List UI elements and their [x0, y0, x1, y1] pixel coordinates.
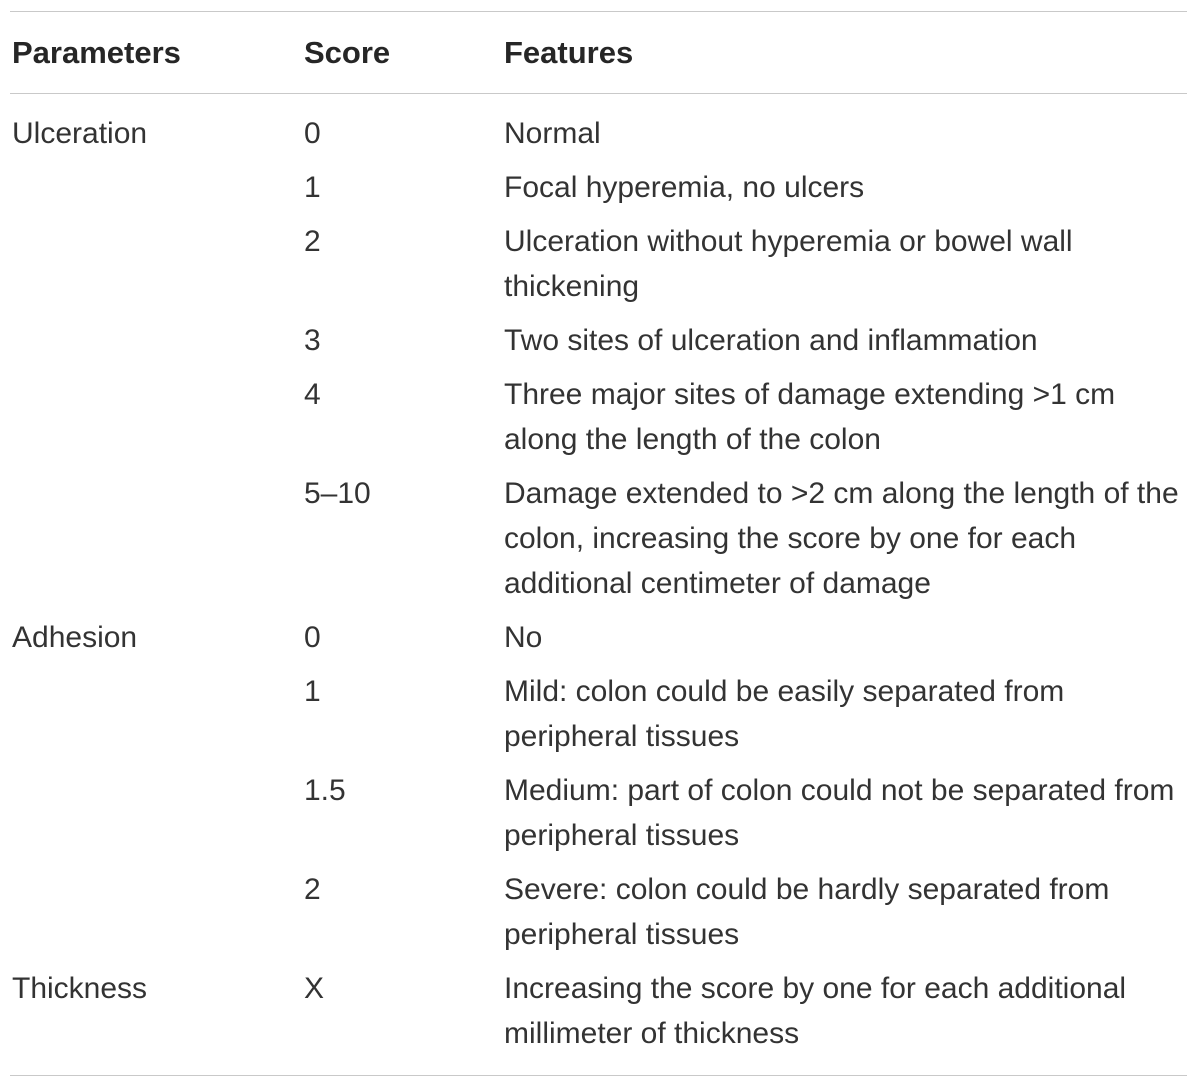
header-score: Score	[304, 34, 391, 70]
header-parameters: Parameters	[12, 34, 181, 70]
table-bottom-rule	[10, 1075, 1187, 1076]
score-cell: 5–10	[304, 477, 371, 510]
table-row	[12, 372, 1187, 471]
score-cell: 1	[304, 675, 321, 708]
table-row	[12, 219, 1187, 318]
feature-cell: Medium: part of colon could not be separated from peripheral tissues	[504, 774, 1175, 852]
score-cell: 2	[304, 873, 321, 906]
header-features: Features	[504, 34, 634, 70]
feature-cell: Focal hyperemia, no ulcers	[504, 171, 865, 204]
feature-cell: Two sites of ulceration and inflammation	[504, 324, 1038, 357]
score-cell: X	[304, 972, 325, 1005]
table-row	[12, 471, 1187, 615]
feature-cell: Increasing the score by one for each additional millimeter of thickness	[504, 972, 1127, 1050]
feature-cell: Mild: colon could be easily separated from peripheral tissues	[504, 675, 1065, 753]
parameter-cell	[12, 867, 304, 966]
table-row	[12, 615, 1187, 669]
table-row	[12, 966, 1187, 1065]
feature-cell: Ulceration without hyperemia or bowel wall thickening	[504, 225, 1073, 303]
parameter-cell	[12, 219, 304, 318]
score-cell: 1	[304, 171, 321, 204]
score-cell: 1.5	[304, 774, 346, 807]
score-cell: 0	[304, 621, 321, 654]
score-cell: 0	[304, 117, 321, 150]
parameter-cell: Ulceration	[12, 117, 148, 150]
feature-cell: Damage extended to >2 cm along the length of the colon, increasing the score by one for each additional centimeter of damage	[504, 477, 1179, 600]
scoring-table	[12, 12, 1187, 1065]
parameter-cell	[12, 318, 304, 372]
table-row	[12, 318, 1187, 372]
parameter-cell	[12, 471, 304, 615]
parameter-cell: Adhesion	[12, 621, 138, 654]
feature-cell: No	[504, 621, 543, 654]
table-row	[12, 768, 1187, 867]
parameter-cell	[12, 768, 304, 867]
score-cell: 2	[304, 225, 321, 258]
parameter-cell	[12, 165, 304, 219]
score-cell: 4	[304, 378, 321, 411]
table-row	[12, 165, 1187, 219]
feature-cell: Normal	[504, 117, 601, 150]
parameter-cell	[12, 372, 304, 471]
feature-cell: Three major sites of damage extending >1 cm along the length of the colon	[504, 378, 1116, 456]
feature-cell: Severe: colon could be hardly separated from peripheral tissues	[504, 873, 1110, 951]
table-row	[12, 669, 1187, 768]
parameter-cell: Thickness	[12, 972, 148, 1005]
table-header-row	[12, 12, 1187, 93]
table-row	[12, 867, 1187, 966]
table-row	[12, 93, 1187, 165]
parameter-cell	[12, 669, 304, 768]
score-cell: 3	[304, 324, 321, 357]
